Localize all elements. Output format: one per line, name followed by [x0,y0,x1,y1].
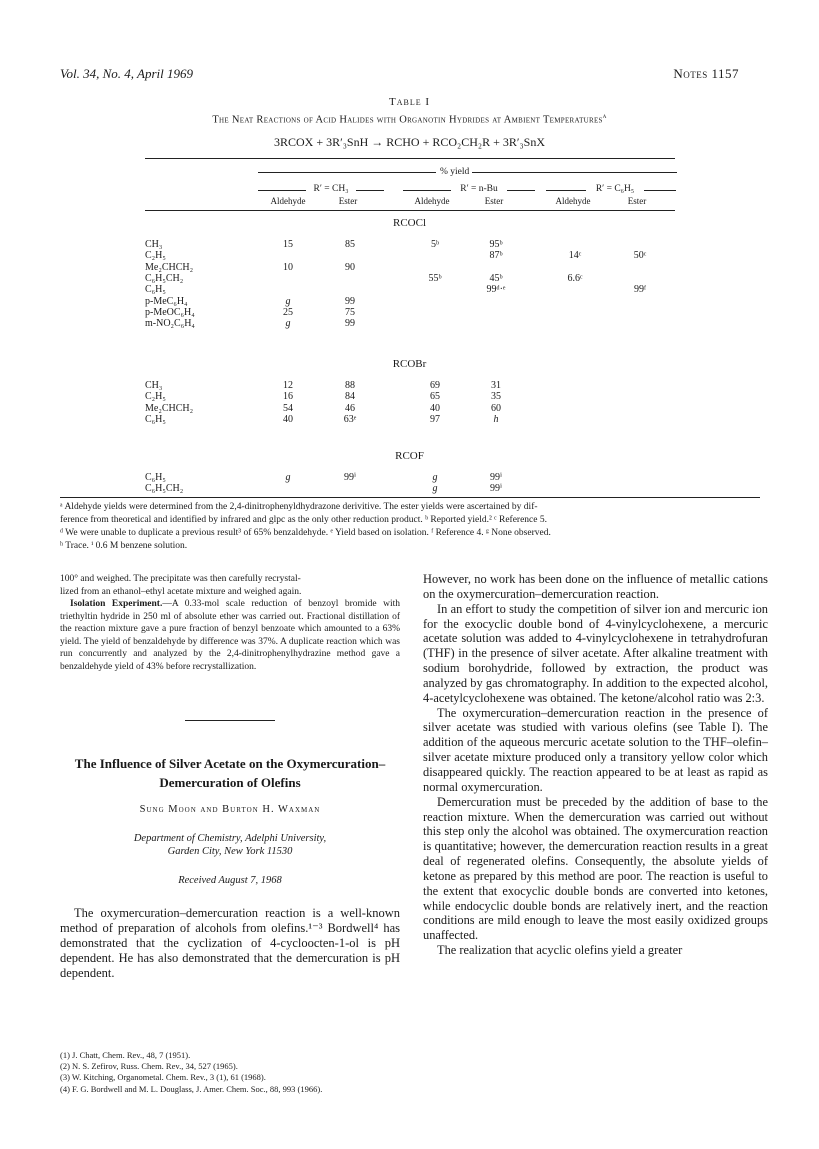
group-rule-2b [507,190,535,191]
table-cell: 12 [283,380,293,391]
row-label: C₆H₅CH₂ [145,272,184,284]
table-cell: 85 [345,239,355,250]
table-cell: 99 [345,295,355,307]
table-row [0,250,819,261]
row-label: C₆H₅ [145,284,166,296]
header-bottom-rule [145,210,675,211]
table-cell: 31 [491,380,501,391]
table-row [0,262,819,273]
row-label: p-MeC₆H₄ [145,295,188,307]
table-cell: 5ᵇ [430,239,440,250]
table-cell: 45ᵇ [489,272,503,284]
row-label: CH₃ [145,239,163,250]
yield-rule-right [472,172,677,173]
table-cell: 65 [430,391,440,403]
table-equation: 3RCOX + 3R′₃SnH → RCHO + RCO₂CH₂R + 3R′₃SnX [273,135,545,149]
group-header-phenyl: R′ = C₆H₅ [595,184,635,194]
subheader-ester-2: Ester [484,196,504,206]
table-cell: 99ᶠ [633,284,647,296]
right-column [423,572,768,958]
table-cell: 54 [283,402,293,414]
table-row [0,239,819,250]
table-cell: 6.6ᶜ [567,272,583,284]
table-row [0,472,819,483]
table-cell: 40 [283,413,293,425]
table-cell: g [285,472,291,483]
table-row [0,284,819,295]
right-paragraph-2: In an effort to study the competition of silver ion and mercuric ion for the exocyclic double bond of 4-vinylcyclohexene, a mercuric acetate solution was added to 4-vinylcyclohexene in tetrahydrofuran (THF) in the presence of silver acetate. After alkaline treatment with sodium borohydride, followed by extraction, the product was analyzed by gas chromatography. In addition to the expected alcohol, 4-acetylcyclohexene was obtained. The ketone/alcohol ratio was 2:3. [423,601,768,705]
table-row [0,403,819,414]
table-cell: 40 [430,402,440,414]
table-cell: 97 [430,413,440,425]
yield-label: % yield [440,167,470,177]
table-cell: 95ᵇ [489,239,503,250]
table-row [0,296,819,307]
footnote-line-4: ʰ Trace. ⁱ 0.6 M benzene solution. [60,541,188,551]
footnote-line-2: ference from theoretical and identified by infrared and glpc as the only other reduction product. ᵇ Reported yield.² ᶜ Reference 5. [60,515,547,525]
table-bottom-rule [60,497,760,498]
reference-2: (2) N. S. Zefirov, Russ. Chem. Rev., 34, 527 (1965). [60,1061,238,1072]
table-cell: 60 [491,402,501,414]
table-cell: 16 [283,391,293,403]
table-row [0,483,819,494]
reference-1: (1) J. Chatt, Chem. Rev., 48, 7 (1951). [60,1050,191,1060]
table-cell: 50ᶜ [633,250,647,262]
intro-text: The oxymercuration–demercuration reaction is a well-known method of preparation of alcohols from olefins.¹⁻³ Bordwell⁴ has demonstrated that the cyclization of 4-cycloocten-1-ol is pH dependent. He has also demonstrated that the demercuration is pH dependent. [60,906,400,980]
row-label: C₆H₅ [145,413,166,425]
footnote-line-3: ᵈ We were unable to duplicate a previous result³ of 65% benzaldehyde. ᵉ Yield based on isolation. ᶠ Reference 4. ᵍ None observed. [60,528,551,538]
section-label-rcof: RCOF [395,450,424,462]
group-rule-3a [546,190,586,191]
row-label: m-NO₂C₆H₄ [145,318,195,330]
isolation-text: —A 0.33-mol scale reduction of benzoyl bromide with triethyltin hydride in 250 ml of absolute ether was carried out. Fractional distillation of the reaction mixture gave a pure fraction of benzyl benzoate which amounted to a 63% yield. The yield of benzaldehyde by difference was 37%. A duplicate reaction which was run concurrently and analyzed by the 2,4-dinitrophenylhydrazine method gave a benzaldehyde yield of 43% before recrystallization. [60,599,400,672]
table-title [0,112,819,126]
table-row [0,273,819,284]
affiliation-line-2: Garden City, New York 11530 [167,846,293,857]
right-paragraph-4: Demercuration must be preceded by the addition of base to the reaction mixture. When the demercuration was carried out without this step only the alcohol was obtained. The oxymercuration reaction is quantitative; however, the demercuration reaction results in a great deal of regenerated olefins. Consequently, the absolute yields of ketone as prepared by this method are poor. The reaction is useful to the extent that exocyclic double bonds are converted into ketones, while endocyclic double bonds are relatively inert, and the reaction conditions are mild enough to leave the most easily oxidized groups unaffected. [423,794,768,943]
isolation-paragraph [60,598,400,673]
article-authors: Sung Moon and Burton H. Waxman [139,804,321,815]
row-label: Me₂CHCH₂ [145,261,194,273]
table-cell: 15 [283,239,293,250]
table-cell: 14ᶜ [568,250,582,262]
table-cell: g [432,483,438,495]
subheader-ester-1: Ester [338,196,358,206]
section-label-rcocl: RCOCl [392,217,426,229]
carryover-line-1: 100° and weighed. The precipitate was then carefully recrystal- [60,574,301,584]
left-column-top [60,573,400,673]
subheader-aldehyde-3: Aldehyde [555,196,591,206]
table-cell: g [432,472,438,483]
table-cell: 10 [283,261,293,273]
table-row [0,391,819,402]
article-separator [185,720,275,721]
row-label: CH₃ [145,380,163,391]
table-cell: 63ᵉ [343,413,357,425]
row-label: C₂H₅ [145,391,166,403]
table-cell: 69 [430,380,440,391]
group-header-methyl: R′ = CH₃ [313,184,349,194]
running-header-volume: Vol. 34, No. 4, April 1969 [60,66,194,81]
group-rule-1a [258,190,306,191]
table-row [0,380,819,391]
table-title-footnote-mark: a [602,112,607,120]
table-cell: h [493,413,499,425]
table-cell: g [285,295,291,307]
table-cell: 87ᵇ [489,250,503,262]
right-paragraph-5: The realization that acyclic olefins yield a greater [437,943,683,958]
right-paragraph-1: However, no work has been done on the influence of metallic cations on the oxymercuration–demercuration reaction. [423,572,768,601]
right-paragraph-3: The oxymercuration–demercuration reaction in the presence of silver acetate was studied with various olefins (see Table I). The addition of the aqueous mercuric acetate solution to the THF–olefin–silver acetate mixture produced only a transitory yellow color which disappeared quickly. The reaction appeared to be at least as rapid as normal oxymercuration. [423,705,768,794]
running-header-page: Notes 1157 [673,66,739,81]
group-rule-3b [644,190,676,191]
table-row [0,318,819,329]
group-header-butyl: R′ = n-Bu [460,184,498,194]
table-footnotes [60,501,760,553]
table-cell: 75 [345,306,355,318]
subheader-aldehyde-2: Aldehyde [414,196,450,206]
section-label-rcobr: RCOBr [392,358,427,370]
article-affiliation [60,832,400,858]
table-cell: 88 [345,380,355,391]
table-cell: 84 [345,391,355,403]
table-cell: g [285,318,291,330]
table-title-text: The Neat Reactions of Acid Halides with Organotin Hydrides at Ambient Temperatures [212,114,603,126]
table-row [0,414,819,425]
table-cell: 99ⁱ [489,472,502,483]
footnote-line-1: ᵃ Aldehyde yields were determined from the 2,4-dinitrophenyldhydrazone derivitive. The ester yields were ascertained by dif- [60,502,538,512]
subheader-ester-3: Ester [627,196,647,206]
reference-4: (4) F. G. Bordwell and M. L. Douglass, J. Amer. Chem. Soc., 88, 993 (1966). [60,1083,323,1094]
table-cell: 35 [491,391,501,403]
intro-paragraph [60,906,400,981]
received-date: Received August 7, 1968 [178,875,282,886]
row-label: Me₂CHCH₂ [145,402,194,414]
affiliation-line-1: Department of Chemistry, Adelphi University, [133,833,327,844]
table-cell: 90 [345,261,355,273]
table-top-rule [145,158,675,159]
row-label: p-MeOC₆H₄ [145,306,195,318]
table-cell: 99ⁱ [489,483,502,495]
table-cell: 99ⁱ [343,472,356,483]
table-number: Table I [388,96,431,108]
row-label: C₆H₅CH₂ [145,483,184,495]
isolation-heading: Isolation Experiment. [70,599,163,609]
subheader-aldehyde-1: Aldehyde [270,196,306,206]
references [60,1050,400,1095]
table-cell: 25 [283,306,293,318]
table-row [0,307,819,318]
group-rule-1b [356,190,384,191]
article-title: The Influence of Silver Acetate on the Oxymercuration–Demercuration of Olefins [74,756,386,790]
table-cell: 55ᵇ [428,272,442,284]
yield-rule-left [258,172,436,173]
table-cell: 99ᵈ·ᵉ [486,284,506,296]
table-cell: 46 [345,402,355,414]
reference-3: (3) W. Kitching, Organometal. Chem. Rev., 3 (1), 61 (1968). [60,1072,266,1083]
row-label: C₆H₅ [145,472,166,483]
row-label: C₂H₅ [145,250,166,262]
table-cell: 99 [345,318,355,330]
carryover-line-2: lized from an ethanol–ethyl acetate mixture and weighed again. [60,586,302,597]
group-rule-2a [403,190,451,191]
